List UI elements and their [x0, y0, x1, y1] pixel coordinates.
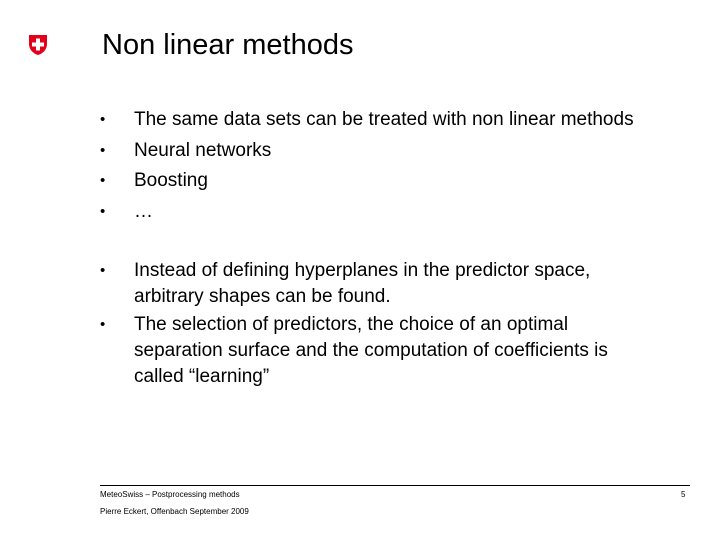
bullet-marker: • [100, 262, 106, 279]
bullet-list-learning [100, 258, 700, 390]
bullet-item [100, 168, 700, 199]
bullet-text: … [134, 200, 153, 222]
bullet-text: Neural networks [134, 139, 272, 161]
bullet-text: The same data sets can be treated with non linear methods [134, 109, 634, 130]
bullet-item [100, 138, 700, 169]
page-number: 5 [681, 490, 686, 499]
bullet-marker: • [100, 111, 106, 128]
bullet-item [100, 258, 654, 310]
swiss-cross-shield-icon [27, 34, 49, 56]
bullet-text: Instead of defining hyperplanes in the predictor space, arbitrary shapes can be found. [134, 260, 591, 307]
bullet-item [100, 199, 700, 230]
bullet-item [100, 312, 654, 390]
bullet-list-methods [100, 107, 700, 229]
footer-organization: MeteoSwiss – Postprocessing methods [100, 490, 240, 499]
footer-author-date: Pierre Eckert, Offenbach September 2009 [100, 507, 249, 516]
bullet-text: Boosting [134, 170, 208, 191]
bullet-marker: • [100, 172, 106, 189]
bullet-item [100, 107, 700, 138]
bullet-marker: • [100, 141, 106, 159]
bullet-marker: • [100, 316, 106, 333]
bullet-marker: • [100, 202, 106, 220]
bullet-text: The selection of predictors, the choice of an optimal separation surface and the computation of coefficients is called “learning” [134, 314, 608, 387]
slide-title: Non linear methods [102, 29, 354, 61]
footer-divider [100, 485, 690, 486]
